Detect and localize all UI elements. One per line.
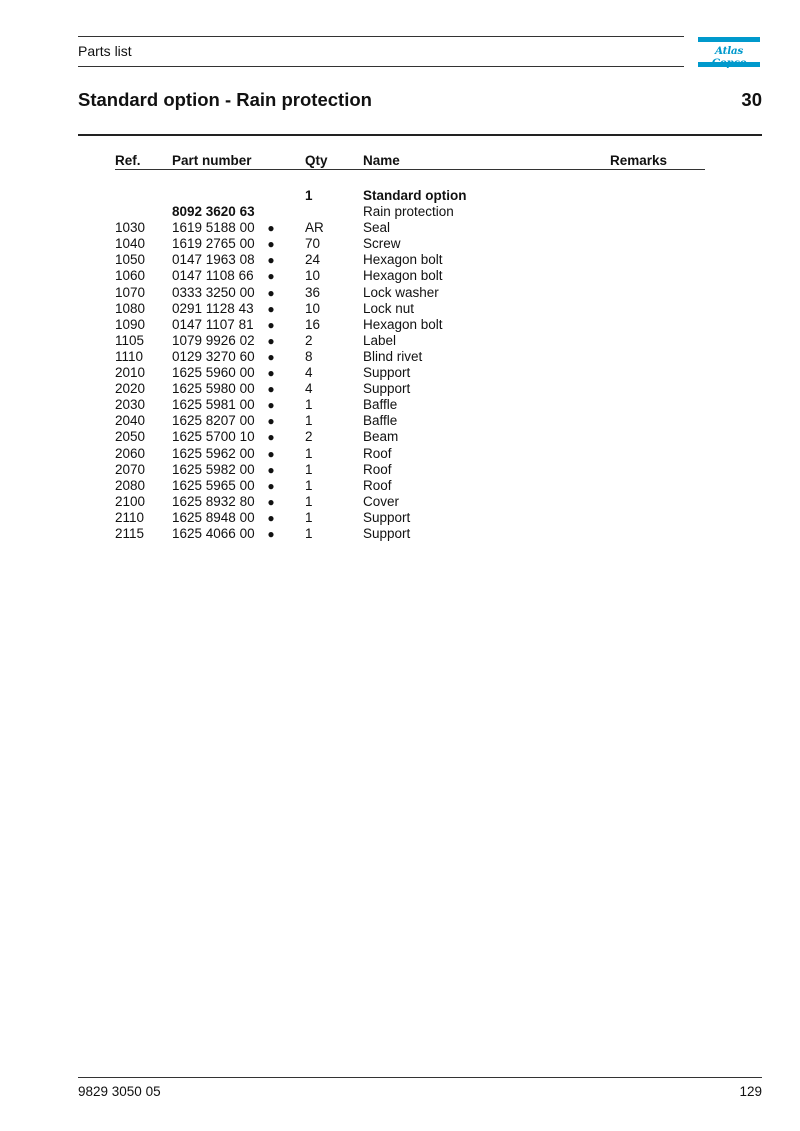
table-row [0, 285, 800, 301]
name-cell: Roof [363, 477, 392, 493]
part-number-cell: 1625 5982 00 [172, 461, 255, 477]
name-cell: Roof [363, 461, 392, 477]
part-number-cell: 1625 5700 10 [172, 429, 255, 445]
bullet-icon: ● [267, 446, 275, 461]
part-number-cell: 0333 3250 00 [172, 284, 255, 300]
ref-cell: 1030 [115, 220, 146, 236]
qty-cell: 36 [305, 284, 321, 300]
ref-cell: 1110 [115, 348, 144, 364]
part-number-cell: 1625 8207 00 [172, 413, 255, 429]
bullet-icon: ● [267, 333, 275, 348]
part-number-cell: 1619 5188 00 [172, 220, 255, 236]
part-number-cell: 1625 5960 00 [172, 365, 255, 381]
part-number-cell: 1079 9926 02 [172, 332, 255, 348]
qty-cell: 1 [305, 477, 313, 493]
section-rule [78, 134, 762, 136]
ref-cell: 1040 [115, 236, 146, 252]
name-cell: Seal [363, 220, 391, 236]
section-number: 30 [741, 89, 762, 110]
table-row [0, 317, 800, 333]
qty-cell: 2 [305, 429, 313, 445]
bullet-icon: ● [267, 317, 275, 332]
bullet-icon: ● [267, 398, 275, 413]
ref-cell: 2050 [115, 429, 146, 445]
part-number-cell: 0291 1128 43 [172, 300, 254, 316]
name-cell: Lock washer [363, 284, 439, 300]
part-number-cell: 1625 4066 00 [172, 525, 255, 541]
section-title: Standard option - Rain protection [78, 89, 372, 110]
ref-cell: 1050 [115, 252, 146, 268]
qty-cell: 1 [305, 445, 313, 461]
group-name: Standard option [363, 188, 467, 203]
name-cell: Support [363, 525, 411, 541]
table-row [0, 365, 800, 381]
name-cell: Label [363, 332, 397, 348]
bullet-icon: ● [267, 285, 275, 300]
bullet-icon: ● [267, 366, 275, 381]
column-header-ref: Ref. [115, 153, 141, 168]
column-header-part-number: Part number [172, 153, 252, 168]
part-number-cell: 0147 1108 66 [172, 268, 254, 284]
table-row [0, 510, 800, 526]
name-cell: Support [363, 365, 411, 381]
qty-cell: 1 [305, 509, 313, 525]
ref-cell: 1070 [115, 284, 146, 300]
table-row [0, 397, 800, 413]
qty-cell: 1 [305, 525, 313, 541]
name-cell: Blind rivet [363, 348, 423, 364]
table-row [0, 462, 800, 478]
logo-text: Atlas [714, 45, 744, 57]
footer-rule [78, 1077, 762, 1078]
qty-cell: 8 [305, 348, 313, 364]
part-number-cell: 0129 3270 60 [172, 348, 255, 364]
qty-cell: 70 [305, 236, 321, 252]
part-number-cell: 1625 5981 00 [172, 397, 255, 413]
ref-cell: 2020 [115, 381, 146, 397]
table-row [0, 236, 800, 252]
logo-band-top [698, 37, 760, 42]
header-title: Parts list [78, 43, 132, 59]
column-header-remarks: Remarks [610, 153, 668, 168]
name-cell: Screw [363, 236, 401, 252]
document-number: 9829 3050 05 [78, 1084, 161, 1099]
bullet-icon: ● [267, 510, 275, 525]
bullet-icon: ● [267, 382, 275, 397]
table-row [0, 301, 800, 317]
qty-cell: 4 [305, 365, 313, 381]
part-number-cell: 1625 5962 00 [172, 445, 255, 461]
part-number-cell: 0147 1107 81 [172, 316, 254, 332]
name-cell: Beam [363, 429, 399, 445]
ref-cell: 1090 [115, 316, 146, 332]
qty-cell: 1 [305, 397, 313, 413]
bullet-icon: ● [267, 237, 275, 252]
ref-cell: 2060 [115, 445, 146, 461]
column-header-name: Name [363, 153, 400, 168]
bullet-icon: ● [267, 462, 275, 477]
qty-cell: 1 [305, 493, 313, 509]
bullet-icon: ● [267, 430, 275, 445]
ref-cell: 1080 [115, 300, 146, 316]
group-row [0, 188, 800, 204]
table-row [0, 268, 800, 284]
group-description: Rain protection [363, 204, 454, 220]
name-cell: Support [363, 509, 411, 525]
ref-cell: 2070 [115, 461, 146, 477]
bullet-icon: ● [267, 414, 275, 429]
parts-table [0, 188, 800, 542]
page-number: 129 [739, 1084, 762, 1099]
bullet-icon: ● [267, 269, 275, 284]
name-cell: Hexagon bolt [363, 268, 443, 284]
name-cell: Cover [363, 493, 400, 509]
ref-cell: 2010 [115, 365, 146, 381]
ref-cell: 2080 [115, 477, 146, 493]
table-row [0, 252, 800, 268]
part-number-cell: 1625 8948 00 [172, 509, 255, 525]
name-cell: Lock nut [363, 300, 415, 316]
part-number-cell: 1625 5980 00 [172, 381, 255, 397]
table-row [0, 446, 800, 462]
qty-cell: 16 [305, 316, 321, 332]
ref-cell: 1105 [115, 332, 145, 348]
ref-cell: 2030 [115, 397, 146, 413]
part-number-cell: 1625 8932 80 [172, 493, 255, 509]
ref-cell: 2100 [115, 493, 146, 509]
name-cell: Hexagon bolt [363, 252, 443, 268]
name-cell: Baffle [363, 413, 398, 429]
part-number-cell: 1619 2765 00 [172, 236, 255, 252]
table-row [0, 349, 800, 365]
group-part-row [0, 204, 800, 220]
header-rule-bottom [78, 66, 684, 67]
qty-cell: 10 [305, 268, 321, 284]
qty-cell: AR [305, 220, 324, 236]
name-cell: Support [363, 381, 411, 397]
table-row [0, 381, 800, 397]
part-number-cell: 0147 1963 08 [172, 252, 255, 268]
bullet-icon: ● [267, 494, 275, 509]
group-qty: 1 [305, 188, 313, 203]
qty-cell: 1 [305, 461, 313, 477]
table-header-rule [115, 169, 705, 170]
column-header-qty: Qty [305, 153, 328, 168]
bullet-icon: ● [267, 349, 275, 364]
logo-band-bottom [698, 62, 760, 67]
qty-cell: 24 [305, 252, 321, 268]
qty-cell: 1 [305, 413, 313, 429]
bullet-icon: ● [267, 221, 275, 236]
ref-cell: 2040 [115, 413, 146, 429]
ref-cell: 1060 [115, 268, 146, 284]
table-row [0, 413, 800, 429]
ref-cell: 2115 [115, 525, 145, 541]
qty-cell: 10 [305, 300, 321, 316]
group-part-number: 8092 3620 63 [172, 204, 255, 220]
table-row [0, 333, 800, 349]
part-number-cell: 1625 5965 00 [172, 477, 255, 493]
parts-rows [0, 220, 800, 542]
bullet-icon: ● [267, 253, 275, 268]
table-row [0, 494, 800, 510]
qty-cell: 2 [305, 332, 313, 348]
bullet-icon: ● [267, 301, 275, 316]
ref-cell: 2110 [115, 509, 145, 525]
table-row [0, 429, 800, 445]
name-cell: Baffle [363, 397, 398, 413]
bullet-icon: ● [267, 526, 275, 541]
name-cell: Hexagon bolt [363, 316, 443, 332]
table-row [0, 220, 800, 236]
qty-cell: 4 [305, 381, 313, 397]
header-rule-top [78, 36, 684, 37]
bullet-icon: ● [267, 478, 275, 493]
table-row [0, 526, 800, 542]
brand-logo [698, 37, 760, 67]
table-row [0, 478, 800, 494]
name-cell: Roof [363, 445, 392, 461]
